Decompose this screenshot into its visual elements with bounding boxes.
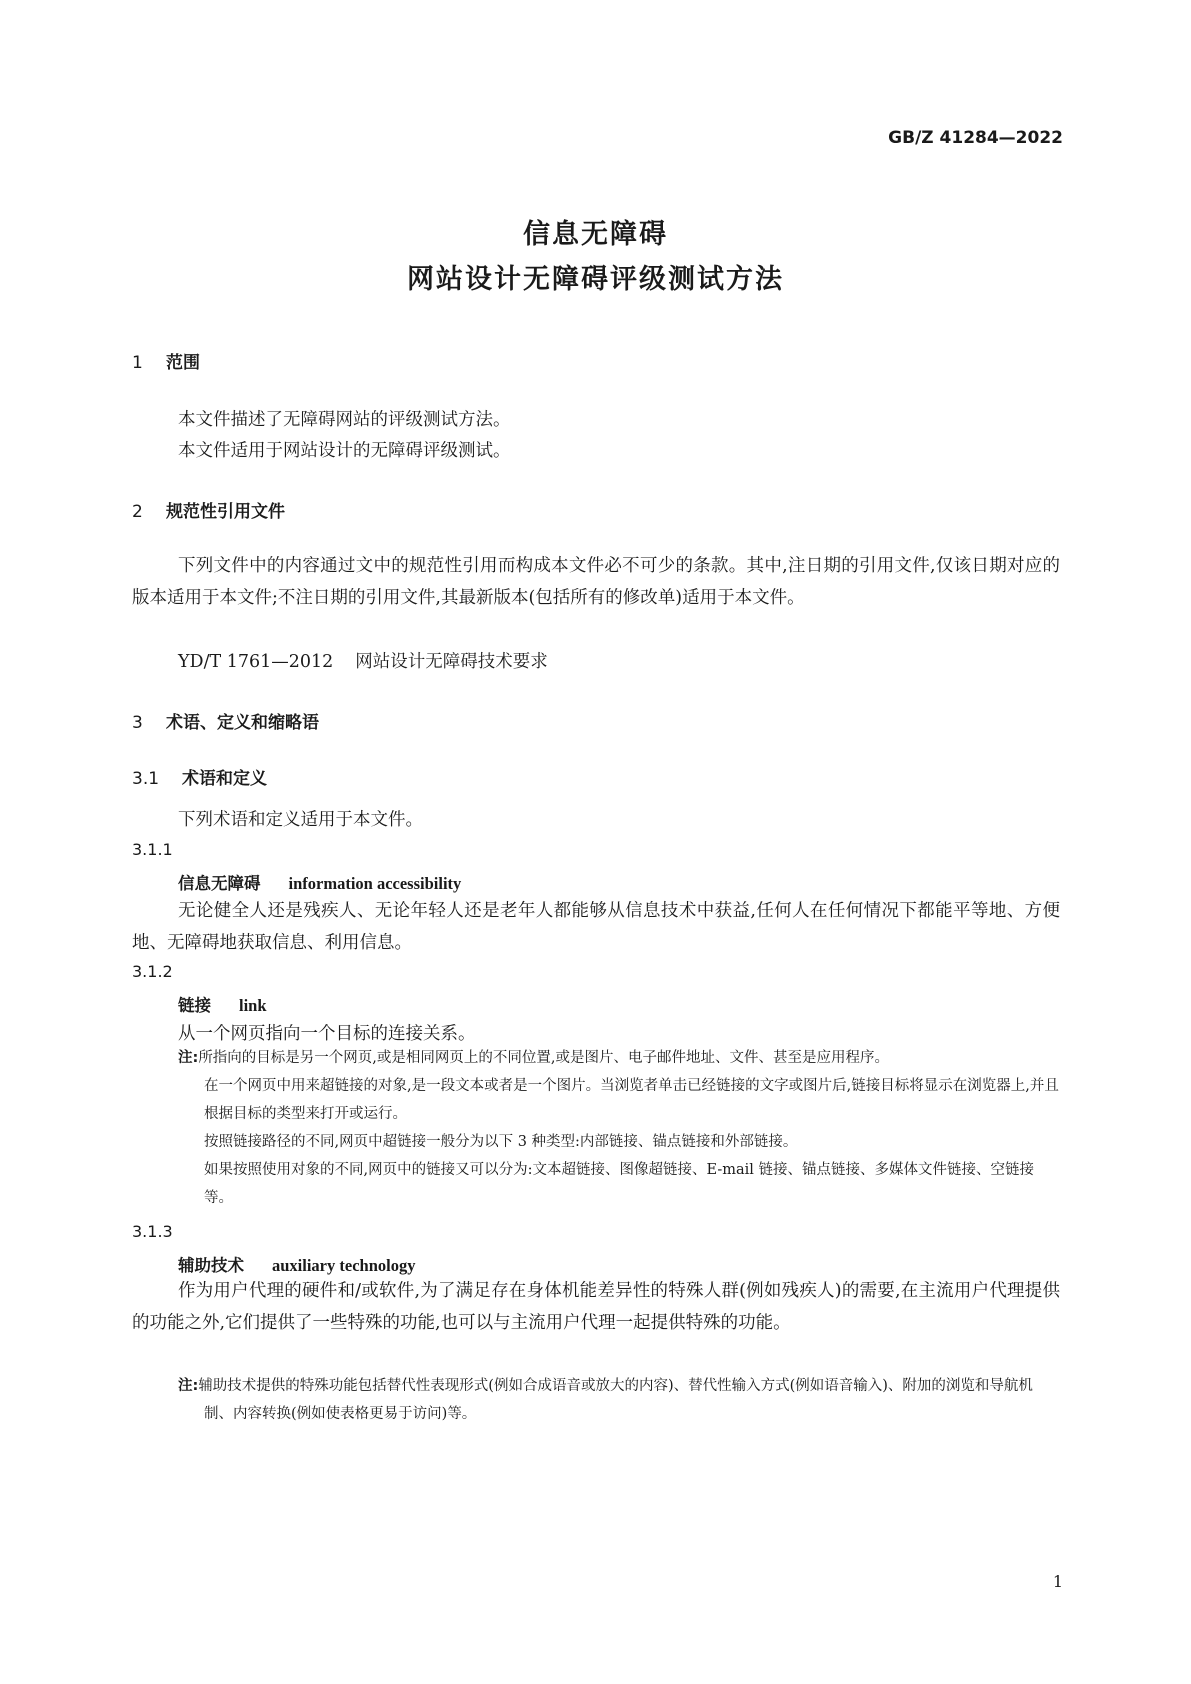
normative-reference-item [178,648,548,673]
term-english: link [239,996,267,1015]
note-line [178,1372,1060,1428]
term-chinese: 信息无障碍 [178,874,261,893]
note-line [178,1044,1060,1072]
section-number: 3 [132,713,143,733]
note-block [178,1044,1060,1212]
reference-title: 网站设计无障碍技术要求 [355,652,548,672]
term-number: 3.1.1 [132,840,173,859]
normative-references-paragraph: 下列文件中的内容通过文中的规范性引用而构成本文件必不可少的条款。其中,注日期的引用文件,仅该日期对应的版本适用于本文件;不注日期的引用文件,其最新版本(包括所有的修改单)适用于本文件。 [132,556,1060,608]
term-chinese: 链接 [178,996,211,1015]
note-text: 如果按照使用对象的不同,网页中的链接又可以分为:文本超链接、图像超链接、E-mail 链接、锚点链接、多媒体文件链接、空链接等。 [204,1162,1035,1206]
term-english: auxiliary technology [272,1256,416,1275]
term-definition: 无论健全人还是残疾人、无论年轻人还是老年人都能够从信息技术中获益,任何人在任何情况下都能平等地、方便地、无障碍地获取信息、利用信息。 [132,901,1060,953]
term-number: 3.1.2 [132,962,173,981]
term-chinese: 辅助技术 [178,1256,244,1275]
subsection-number: 3.1 [132,769,160,789]
note-text: 所指向的目标是另一个网页,或是相同网页上的不同位置,或是图片、电子邮件地址、文件、甚至是应用程序。 [198,1050,890,1066]
term-english: information accessibility [288,874,462,893]
section-title: 术语、定义和缩略语 [166,713,319,733]
note-text: 按照链接路径的不同,网页中超链接一般分为以下 3 种类型:内部链接、锚点链接和外部链接。 [204,1134,798,1150]
term-definition: 作为用户代理的硬件和/或软件,为了满足存在身体机能差异性的特殊人群(例如残疾人)的需要,在主流用户代理提供的功能之外,它们提供了一些特殊的功能,也可以与主流用户代理一起提供特殊的功能。 [132,1281,1060,1333]
paragraph: 下列术语和定义适用于本文件。 [178,810,423,830]
note-block [178,1372,1060,1428]
note-text: 辅助技术提供的特殊功能包括替代性表现形式(例如合成语音或放大的内容)、替代性输入方式(例如语音输入)、附加的浏览和导航机制、内容转换(例如使表格更易于访问)等。 [198,1378,1033,1422]
title-line-2: 网站设计无障碍评级测试方法 [407,264,784,295]
paragraph: 本文件描述了无障碍网站的评级测试方法。 [178,410,511,430]
note-label: 注: [178,1378,199,1394]
note-text: 在一个网页中用来超链接的对象,是一段文本或者是一个图片。当浏览者单击已经链接的文字或图片后,链接目标将显示在浏览器上,并且根据目标的类型来打开或运行。 [204,1078,1059,1122]
section-3-heading [132,708,319,733]
note-label: 注: [178,1050,199,1066]
page-number: 1 [1052,1572,1063,1591]
section-title: 范围 [166,353,200,373]
section-2-heading [132,497,285,522]
section-number: 1 [132,353,143,373]
section-title: 规范性引用文件 [166,502,285,522]
term-heading [178,992,267,1016]
term-number: 3.1.3 [132,1222,173,1241]
subsection-title: 术语和定义 [182,769,267,789]
term-definition: 从一个网页指向一个目标的连接关系。 [178,1024,476,1044]
standard-number: GB/Z 41284—2022 [888,128,1063,148]
title-line-1: 信息无障碍 [523,219,668,250]
term-heading [178,1252,415,1276]
reference-code: YD/T 1761—2012 [178,652,334,672]
section-1-heading [132,348,200,373]
section-number: 2 [132,502,143,522]
term-heading [178,870,461,894]
subsection-3-1-heading [132,764,267,789]
paragraph: 本文件适用于网站设计的无障碍评级测试。 [178,441,511,461]
